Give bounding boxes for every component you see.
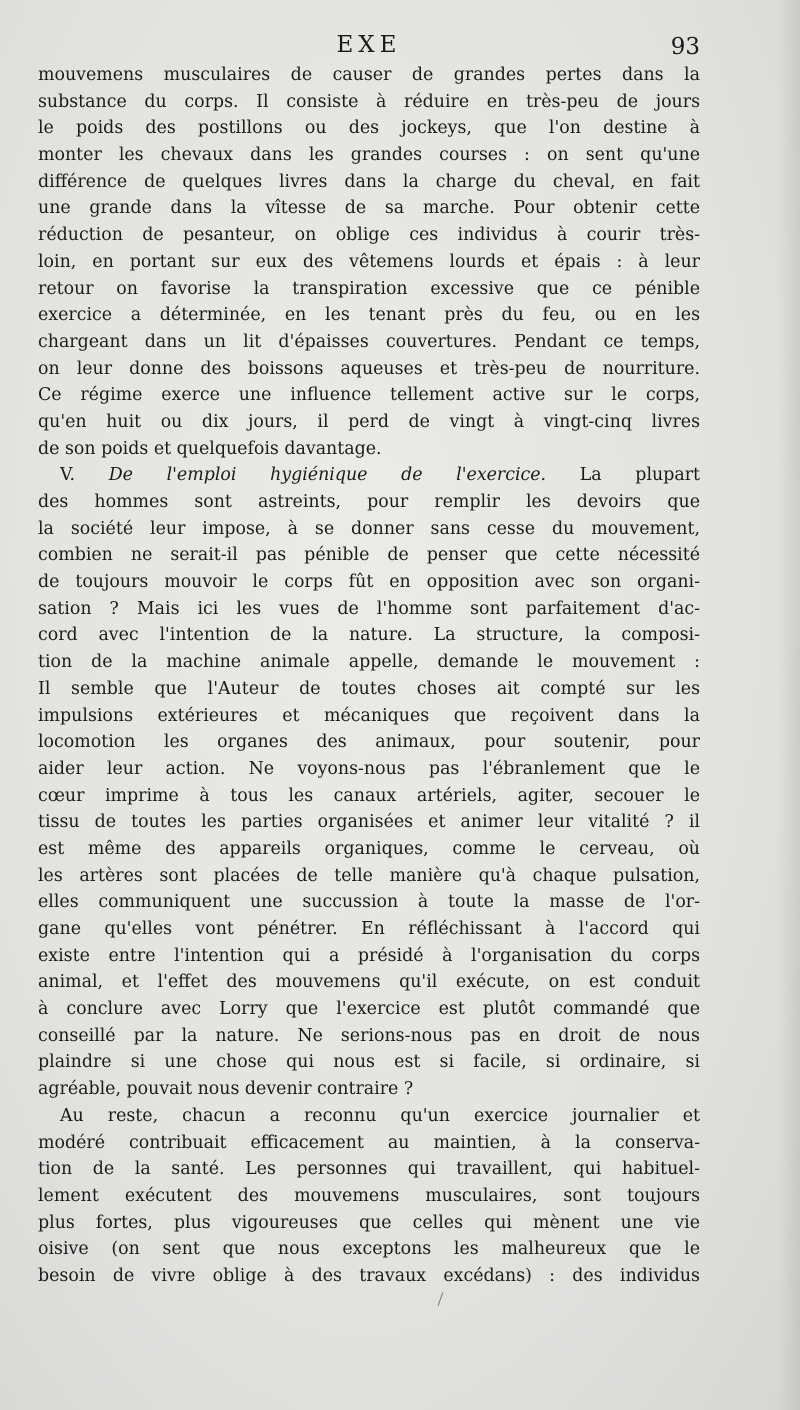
text-line: cord avec l'intention de la nature. La structure, la composi- <box>38 625 700 646</box>
text-line: sation ? Mais ici les vues de l'homme sont parfaitement d'ac- <box>38 598 700 619</box>
text-line: modéré contribuait efficacement au maintien, à la conserva- <box>38 1132 700 1153</box>
text-line: chargeant dans un lit d'épaisses couvertures. Pendant ce temps, <box>38 331 700 352</box>
text-line: Au reste, chacun a reconnu qu'un exercice journalier et <box>60 1105 700 1126</box>
text-line: tissu de toutes les parties organisées et animer leur vitalité ? il <box>38 812 700 833</box>
pencil-mark <box>438 1292 444 1305</box>
text-line: cœur imprime à tous les canaux artériels, agiter, secouer le <box>38 785 700 806</box>
text-line: qu'en huit ou dix jours, il perd de vingt à vingt-cinq livres <box>38 411 700 432</box>
page-number: 93 <box>670 34 700 60</box>
section-heading-line <box>38 462 700 489</box>
text-line: plaindre si une chose qui nous est si facile, si ordinaire, si <box>38 1052 700 1073</box>
text-line: oisive (on sent que nous exceptons les malheureux que le <box>38 1239 700 1260</box>
body-text <box>38 62 700 1290</box>
text-line: lement exécutent des mouvemens musculaires, sont toujours <box>38 1185 700 1206</box>
page-header <box>38 32 700 62</box>
text-line: le poids des postillons ou des jockeys, que l'on destine à <box>38 118 700 139</box>
text-line: retour on favorise la transpiration excessive que ce pénible <box>38 278 700 299</box>
text-line: loin, en portant sur eux des vêtemens lourds et épais : à leur <box>38 251 700 272</box>
text-line: à conclure avec Lorry que l'exercice est plutôt commandé que <box>38 999 700 1020</box>
text-line: locomotion les organes des animaux, pour soutenir, pour <box>38 732 700 753</box>
section-number: V. <box>60 465 76 486</box>
text-line: de son poids et quelquefois davantage. <box>38 438 382 459</box>
text-line: plus fortes, plus vigoureuses que celles qui mènent une vie <box>38 1212 700 1233</box>
text-line: exercice a déterminée, en les tenant près du feu, ou en les <box>38 305 700 326</box>
text-line: tion de la machine animale appelle, demande le mouvement : <box>38 652 700 673</box>
text-line: de toujours mouvoir le corps fût en opposition avec son organi- <box>38 572 700 593</box>
text-line: conseillé par la nature. Ne serions-nous pas en droit de nous <box>38 1025 700 1046</box>
text-line: des hommes sont astreints, pour remplir les devoirs que <box>38 492 700 512</box>
text-line: réduction de pesanteur, on oblige ces individus à courir très- <box>38 225 700 246</box>
running-head: EXE <box>336 32 402 58</box>
text-line: aider leur action. Ne voyons-nous pas l'ébranlement que le <box>38 758 700 779</box>
text-line: différence de quelques livres dans la charge du cheval, en fait <box>38 171 700 192</box>
page-edge-shadow <box>778 0 800 1410</box>
text-line: existe entre l'intention qui a présidé à l'organisation du corps <box>38 945 700 966</box>
text-line: impulsions extérieures et mécaniques que reçoivent dans la <box>38 705 700 726</box>
text-line: les artères sont placées de telle manière qu'à chaque pulsation, <box>38 865 700 886</box>
text-line: est même des appareils organiques, comme le cerveau, où <box>38 838 700 859</box>
text-line: combien ne serait-il pas pénible de penser que cette nécessité <box>38 545 700 566</box>
text-line: tion de la santé. Les personnes qui travaillent, qui habituel- <box>38 1159 700 1180</box>
section-title: De l'emploi hygiénique de l'exercice. <box>108 465 547 486</box>
text-line: besoin de vivre oblige à des travaux excédans) : des individus <box>38 1265 700 1286</box>
text-line: agréable, pouvait nous devenir contraire ? <box>38 1079 414 1100</box>
text-line: substance du corps. Il consiste à réduire en très-peu de jours <box>38 91 700 112</box>
text-line: monter les chevaux dans les grandes courses : on sent qu'une <box>38 145 700 166</box>
text-line: on leur donne des boissons aqueuses et très-peu de nourriture. <box>38 358 700 379</box>
text-line: animal, et l'effet des mouvemens qu'il exécute, on est conduit <box>38 972 700 993</box>
text-line: elles communiquent une succussion à toute la masse de l'or- <box>38 892 700 913</box>
text-line: la société leur impose, à se donner sans cesse du mouvement, <box>38 518 700 539</box>
section-first-words: La plupart <box>579 465 701 486</box>
text-line: gane qu'elles vont pénétrer. En réfléchissant à l'accord qui <box>38 919 700 939</box>
text-line: Ce régime exerce une influence tellement active sur le corps, <box>38 385 700 406</box>
text-line: mouvemens musculaires de causer de grandes pertes dans la <box>38 65 700 85</box>
text-line: Il semble que l'Auteur de toutes choses ait compté sur les <box>38 678 700 699</box>
text-line: une grande dans la vîtesse de sa marche. Pour obtenir cette <box>38 198 700 219</box>
